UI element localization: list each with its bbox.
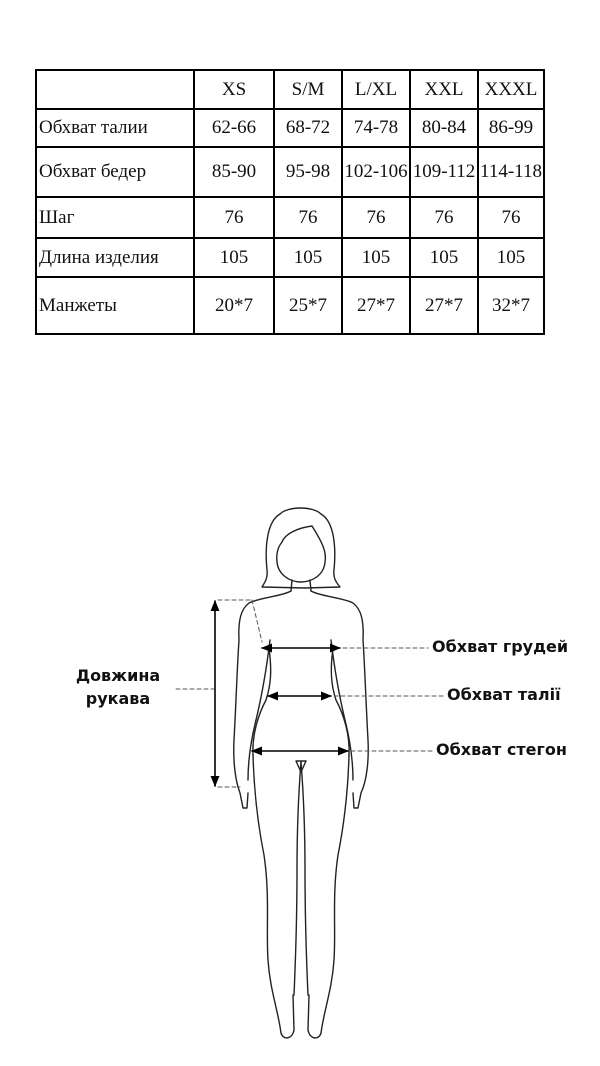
body-silhouette-icon bbox=[0, 490, 600, 1061]
row-label: Длина изделия bbox=[36, 238, 194, 277]
sleeve-length-label bbox=[60, 664, 176, 710]
header-cell-sm: S/M bbox=[274, 70, 342, 109]
table-cell: 86-99 bbox=[478, 109, 544, 147]
table-cell: 105 bbox=[478, 238, 544, 277]
table-row-hips bbox=[36, 147, 544, 197]
hips-girth-label: Обхват стегон bbox=[436, 740, 567, 759]
table-cell: 76 bbox=[342, 197, 410, 238]
table-cell: 105 bbox=[410, 238, 478, 277]
header-row bbox=[36, 70, 544, 109]
table-cell: 105 bbox=[342, 238, 410, 277]
chest-girth-label: Обхват грудей bbox=[432, 637, 569, 656]
table-cell: 76 bbox=[410, 197, 478, 238]
table-cell: 27*7 bbox=[410, 277, 478, 334]
sleeve-length-label-line2: рукава bbox=[85, 689, 151, 708]
table-cell: 105 bbox=[274, 238, 342, 277]
table-cell: 85-90 bbox=[194, 147, 274, 197]
table-cell: 32*7 bbox=[478, 277, 544, 334]
table-row-cuffs bbox=[36, 277, 544, 334]
waist-girth-label: Обхват талії bbox=[447, 685, 561, 704]
table-cell: 68-72 bbox=[274, 109, 342, 147]
table-cell: 74-78 bbox=[342, 109, 410, 147]
table-cell: 27*7 bbox=[342, 277, 410, 334]
header-cell-xs: XS bbox=[194, 70, 274, 109]
table-cell: 105 bbox=[194, 238, 274, 277]
body-measurement-figure bbox=[0, 490, 600, 1061]
table-cell: 95-98 bbox=[274, 147, 342, 197]
table-cell: 102-106 bbox=[342, 147, 410, 197]
header-cell-lxl: L/XL bbox=[342, 70, 410, 109]
table-cell: 76 bbox=[194, 197, 274, 238]
header-cell-empty bbox=[36, 70, 194, 109]
row-label: Шаг bbox=[36, 197, 194, 238]
header-cell-xxxl: XXXL bbox=[478, 70, 544, 109]
table-cell: 109-112 bbox=[410, 147, 478, 197]
table-cell: 20*7 bbox=[194, 277, 274, 334]
header-cell-xxl: XXL bbox=[410, 70, 478, 109]
table-cell: 76 bbox=[274, 197, 342, 238]
sleeve-length-label-line1: Довжина bbox=[75, 666, 161, 685]
table-cell: 80-84 bbox=[410, 109, 478, 147]
table-row-waist bbox=[36, 109, 544, 147]
table-cell: 76 bbox=[478, 197, 544, 238]
row-label: Обхват талии bbox=[36, 109, 194, 147]
table-cell: 25*7 bbox=[274, 277, 342, 334]
table-row-length bbox=[36, 238, 544, 277]
row-label: Обхват бедер bbox=[36, 147, 194, 197]
row-label: Манжеты bbox=[36, 277, 194, 334]
table-cell: 62-66 bbox=[194, 109, 274, 147]
table-row-inseam bbox=[36, 197, 544, 238]
size-table bbox=[35, 69, 545, 335]
table-cell: 114-118 bbox=[478, 147, 544, 197]
